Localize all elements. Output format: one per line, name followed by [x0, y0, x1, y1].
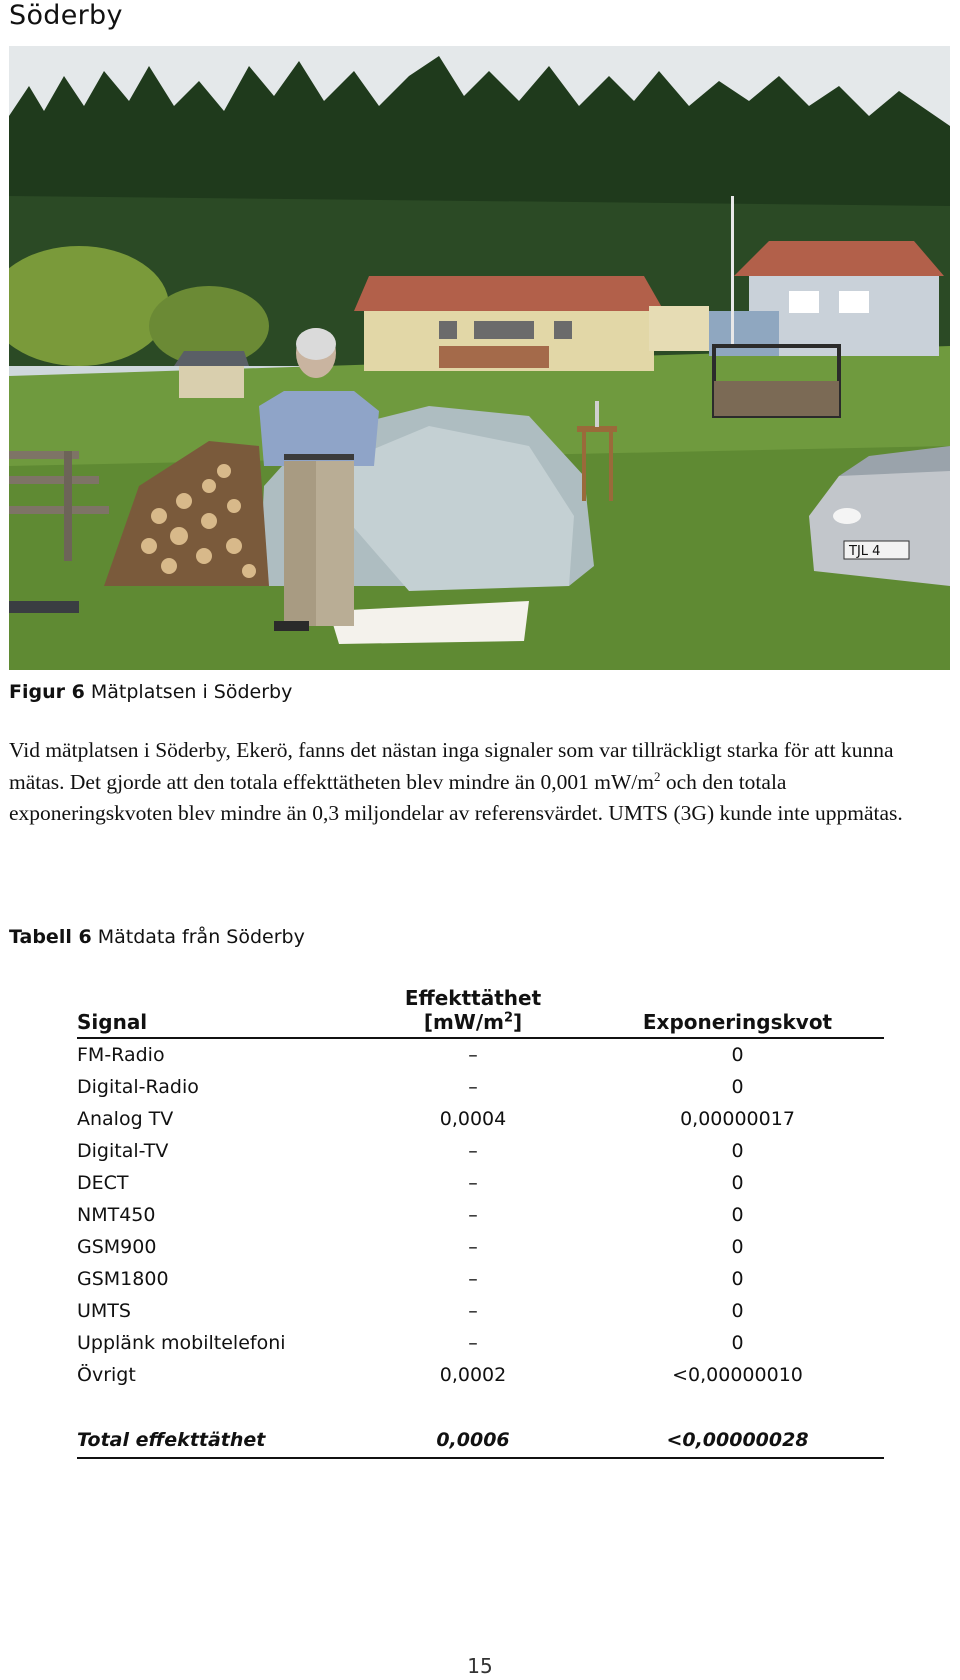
cell-signal: NMT450	[77, 1204, 156, 1226]
figure-caption-text: Mätplatsen i Söderby	[90, 681, 293, 703]
table-row	[77, 1231, 884, 1263]
table-row	[77, 1038, 884, 1071]
cell-ratio: 0,00000017	[680, 1108, 795, 1130]
table-header-row	[77, 986, 884, 1038]
table-row	[77, 1263, 884, 1295]
paragraph-text-2: och den totala exponeringskvoten blev mindre än 0,3 miljondelar av referensvärdet. UMTS (3G) kunde inte uppmätas.	[9, 769, 903, 825]
table-row	[77, 1135, 884, 1167]
cell-signal: Övrigt	[77, 1364, 136, 1386]
cell-density: –	[468, 1204, 478, 1226]
paragraph-text-1: Vid mätplatsen i Söderby, Ekerö, fanns det nästan inga signaler som var tillräckligt starka för att kunna mätas. Det gjorde att den totala effekttätheten blev mindre än 0,001 mW/m	[9, 738, 894, 794]
cell-density: –	[468, 1076, 478, 1098]
cell-ratio: 0	[731, 1300, 744, 1322]
cell-ratio: <0,00000010	[672, 1364, 803, 1386]
table-row	[77, 1103, 884, 1135]
table-caption-text: Mätdata från Söderby	[97, 926, 305, 948]
cell-signal: Upplänk mobiltelefoni	[77, 1332, 286, 1354]
cell-ratio: 0	[731, 1140, 744, 1162]
cell-density: 0,0004	[439, 1108, 507, 1130]
cell-signal: GSM900	[77, 1236, 157, 1258]
page-number: 15	[467, 1654, 493, 1678]
table-row	[77, 1295, 884, 1327]
table-caption	[9, 926, 305, 948]
table-total-row	[77, 1423, 884, 1458]
table-row	[77, 1359, 884, 1391]
site-photo	[9, 46, 950, 670]
table-spacer-row	[77, 1391, 884, 1423]
cell-density: –	[468, 1172, 478, 1194]
header-ratio: Exponeringskvot	[591, 986, 884, 1038]
total-signal: Total effekttäthet	[77, 1423, 355, 1458]
cell-signal: UMTS	[77, 1300, 131, 1322]
body-paragraph	[9, 735, 954, 830]
cell-ratio: 0	[731, 1268, 744, 1290]
cell-density: 0,0002	[439, 1364, 507, 1386]
cell-signal: DECT	[77, 1172, 129, 1194]
header-density-prefix: Effekttäthet [mW/m	[404, 986, 542, 1034]
cell-ratio: 0	[731, 1204, 744, 1226]
cell-ratio: 0	[731, 1076, 744, 1098]
cell-density: –	[468, 1332, 478, 1354]
header-density	[355, 986, 591, 1038]
header-signal: Signal	[77, 986, 355, 1038]
cell-signal: FM-Radio	[77, 1044, 165, 1066]
cell-ratio: 0	[731, 1332, 744, 1354]
cell-density: –	[468, 1044, 478, 1066]
cell-signal: Digital-Radio	[77, 1076, 199, 1098]
cell-signal: GSM1800	[77, 1268, 169, 1290]
header-density-suffix: ]	[513, 1010, 523, 1034]
total-ratio: <0,00000028	[591, 1423, 884, 1458]
page-heading: Söderby	[9, 0, 123, 31]
measurement-table	[77, 986, 884, 1459]
cell-ratio: 0	[731, 1172, 744, 1194]
table-row	[77, 1071, 884, 1103]
spacer-cell	[77, 1391, 884, 1423]
cell-signal: Digital-TV	[77, 1140, 169, 1162]
table-row	[77, 1327, 884, 1359]
car-plate: TJL 4	[849, 544, 881, 559]
header-density-sup: 2	[504, 1010, 514, 1026]
figure-caption	[9, 681, 292, 703]
total-density: 0,0006	[355, 1423, 591, 1458]
cell-density: –	[468, 1236, 478, 1258]
figure-label: Figur 6	[9, 681, 85, 703]
cell-ratio: 0	[731, 1044, 744, 1066]
cell-density: –	[468, 1300, 478, 1322]
cell-density: –	[468, 1268, 478, 1290]
paragraph-superscript: 2	[654, 768, 661, 784]
table-row	[77, 1199, 884, 1231]
cell-ratio: 0	[731, 1236, 744, 1258]
table-row	[77, 1167, 884, 1199]
table-label: Tabell 6	[9, 926, 92, 948]
cell-density: –	[468, 1140, 478, 1162]
cell-signal: Analog TV	[77, 1108, 174, 1130]
